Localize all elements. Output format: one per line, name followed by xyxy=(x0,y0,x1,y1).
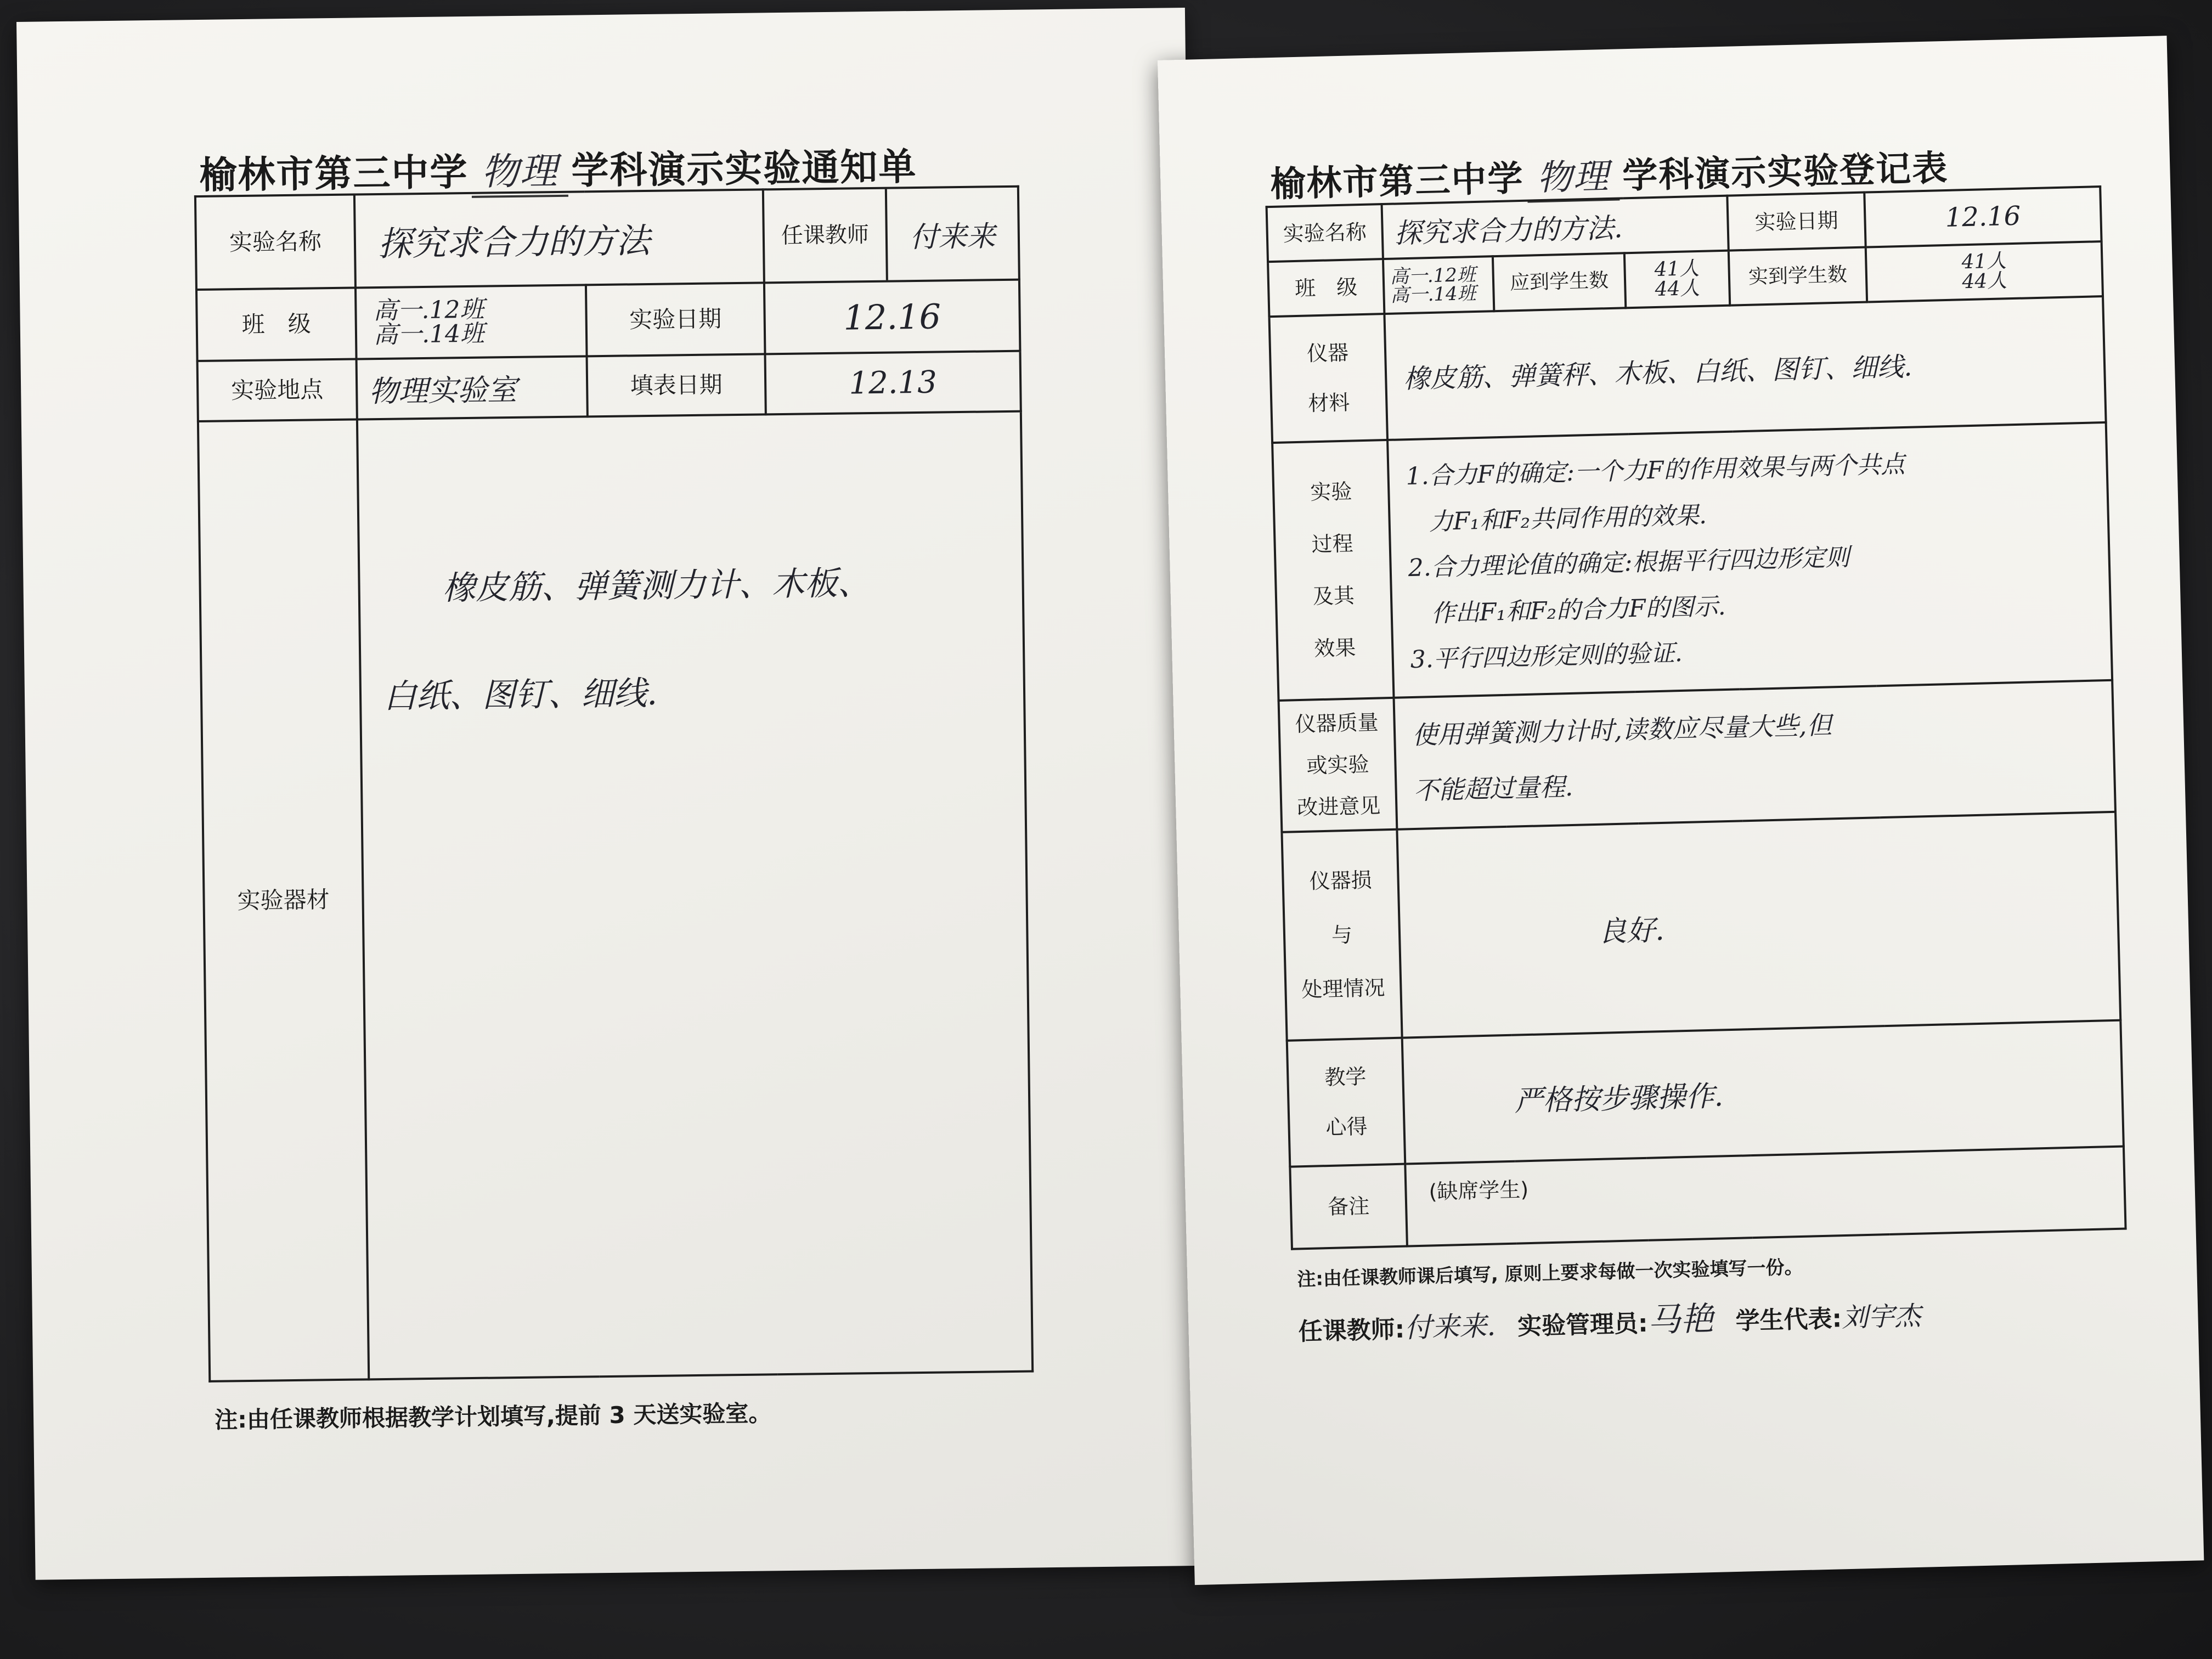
notice-form-sheet xyxy=(16,8,1204,1580)
value-place: 物理实验室 xyxy=(368,372,517,409)
value-experience: 严格按步骤操作. xyxy=(1514,1079,1724,1118)
label-experience xyxy=(1287,1038,1406,1167)
value-register-date: 12.16 xyxy=(1945,200,2021,233)
label-damage xyxy=(1282,830,1402,1041)
field-quality xyxy=(1394,680,2116,830)
value-class-line2: 高一.14班 xyxy=(373,319,485,349)
field-experiment-name xyxy=(354,189,764,287)
label-process-2: 过程 xyxy=(1311,531,1354,557)
label-teacher: 任课教师 xyxy=(764,189,887,282)
value-quality-line1: 使用弹簧测力计时,读数应尽量大些,但 xyxy=(1412,710,1832,750)
label-process-1: 实验 xyxy=(1310,479,1352,505)
label-process-4: 效果 xyxy=(1313,635,1356,661)
value-remarks: (缺席学生) xyxy=(1429,1177,1529,1204)
label-quality-1: 仪器质量 xyxy=(1295,710,1379,737)
value-process-line5: 3.平行四边形定则的验证. xyxy=(1410,639,1683,674)
label-experience-2: 心得 xyxy=(1325,1114,1368,1140)
field-remarks xyxy=(1405,1147,2125,1246)
field-fill-date xyxy=(765,351,1021,415)
register-form-sheet xyxy=(1158,36,2204,1585)
notice-subject: 物理 xyxy=(471,142,568,198)
register-form-table xyxy=(1266,185,2127,1250)
label-actual-students: 实到学生数 xyxy=(1729,247,1867,306)
label-register-class: 班 级 xyxy=(1268,259,1384,317)
value-register-class-line1: 高一.12班 xyxy=(1390,263,1476,288)
notice-footnote: 注:由任课教师根据教学计划填写,提前 3 天送实验室。 xyxy=(214,1400,772,1434)
field-class xyxy=(356,285,587,359)
value-experiment-name: 探究求合力的方法 xyxy=(377,220,651,264)
label-damage-3: 处理情况 xyxy=(1301,975,1385,1002)
field-register-name xyxy=(1382,196,1729,259)
label-experience-1: 教学 xyxy=(1324,1064,1367,1090)
label-register-date: 实验日期 xyxy=(1727,193,1865,251)
field-expected-students xyxy=(1624,251,1730,308)
teacher-cell xyxy=(763,187,1019,283)
label-class: 班 级 xyxy=(196,287,357,361)
notice-form-table xyxy=(194,185,1034,1383)
student-signature: 刘宇杰 xyxy=(1841,1300,1921,1334)
label-expected-students: 应到学生数 xyxy=(1493,253,1626,311)
value-experiment-date: 12.16 xyxy=(843,296,941,338)
field-instruments xyxy=(1384,296,2106,440)
value-process-line1: 1.合力F的确定:一个力F的作用效果与两个共点 xyxy=(1406,450,1905,491)
label-process-3: 及其 xyxy=(1312,583,1355,609)
label-quality xyxy=(1279,698,1397,832)
value-expected-line2: 44人 xyxy=(1655,276,1700,301)
label-fill-date: 填表日期 xyxy=(587,354,766,416)
label-instruments-1: 仪器 xyxy=(1306,340,1349,366)
label-experiment-name: 实验名称 xyxy=(195,194,356,290)
value-quality-line2: 不能超过量程. xyxy=(1413,771,1573,805)
label-instruments-2: 材料 xyxy=(1307,390,1350,416)
register-subject: 物理 xyxy=(1526,148,1620,203)
value-equipment-line1: 橡皮筋、弹簧测力计、木板、 xyxy=(442,564,871,608)
value-equipment-line2: 白纸、图钉、细线. xyxy=(383,674,658,716)
value-instruments: 橡皮筋、弹簧秤、木板、白纸、图钉、细线. xyxy=(1403,351,1912,394)
value-register-name: 探究求合力的方法. xyxy=(1394,212,1623,250)
notice-title-prefix: 榆林市第三中学 xyxy=(199,150,469,198)
field-experience xyxy=(1402,1020,2124,1164)
register-footnote: 注:由任课教师课后填写, 原则上要求每做一次实验填写一份。 xyxy=(1296,1256,1803,1291)
label-experiment-date: 实验日期 xyxy=(586,283,765,356)
label-remarks: 备注 xyxy=(1290,1164,1407,1249)
value-register-class-line2: 高一.14班 xyxy=(1390,282,1477,307)
value-class-line1: 高一.12班 xyxy=(373,295,484,325)
field-place xyxy=(357,356,588,419)
teacher-signature: 付来来. xyxy=(1404,1310,1496,1344)
field-equipment xyxy=(357,411,1032,1380)
field-register-date xyxy=(1864,187,2101,247)
label-process xyxy=(1272,440,1393,701)
field-process xyxy=(1387,422,2112,698)
value-damage: 良好. xyxy=(1598,913,1665,949)
label-quality-3: 改进意见 xyxy=(1296,793,1381,820)
label-quality-2: 或实验 xyxy=(1306,752,1369,778)
field-register-class xyxy=(1383,256,1494,314)
field-actual-students xyxy=(1866,241,2103,302)
field-experiment-date xyxy=(764,280,1020,354)
admin-signature-label: 实验管理员: xyxy=(1517,1309,1649,1341)
admin-signature: 马艳 xyxy=(1647,1299,1714,1340)
label-register-name: 实验名称 xyxy=(1267,204,1383,262)
signature-line xyxy=(1297,1288,1921,1350)
label-instruments xyxy=(1269,314,1387,443)
teacher-signature-label: 任课教师: xyxy=(1298,1315,1405,1346)
value-actual-line1: 41人 xyxy=(1961,250,2007,274)
value-actual-line2: 44人 xyxy=(1961,269,2007,294)
value-fill-date: 12.13 xyxy=(849,364,938,402)
value-process-line4: 作出F₁和F₂的合力F的图示. xyxy=(1431,592,1726,628)
label-equipment: 实验器材 xyxy=(198,419,369,1381)
value-expected-line1: 41人 xyxy=(1654,257,1700,281)
label-damage-2: 与 xyxy=(1331,922,1353,947)
label-damage-1: 仪器损 xyxy=(1309,867,1373,894)
register-title-suffix: 学科演示实验登记表 xyxy=(1622,148,1949,197)
field-damage xyxy=(1397,812,2120,1038)
value-teacher: 付来来 xyxy=(910,219,996,254)
value-process-line3: 2.合力理论值的确定:根据平行四边形定则 xyxy=(1408,543,1850,583)
student-signature-label: 学生代表: xyxy=(1735,1305,1842,1335)
value-process-line2: 力F₁和F₂共同作用的效果. xyxy=(1429,501,1707,536)
label-place: 实验地点 xyxy=(198,359,357,421)
notice-title-suffix: 学科演示实验通知单 xyxy=(571,145,917,193)
register-title-prefix: 榆林市第三中学 xyxy=(1269,158,1525,206)
